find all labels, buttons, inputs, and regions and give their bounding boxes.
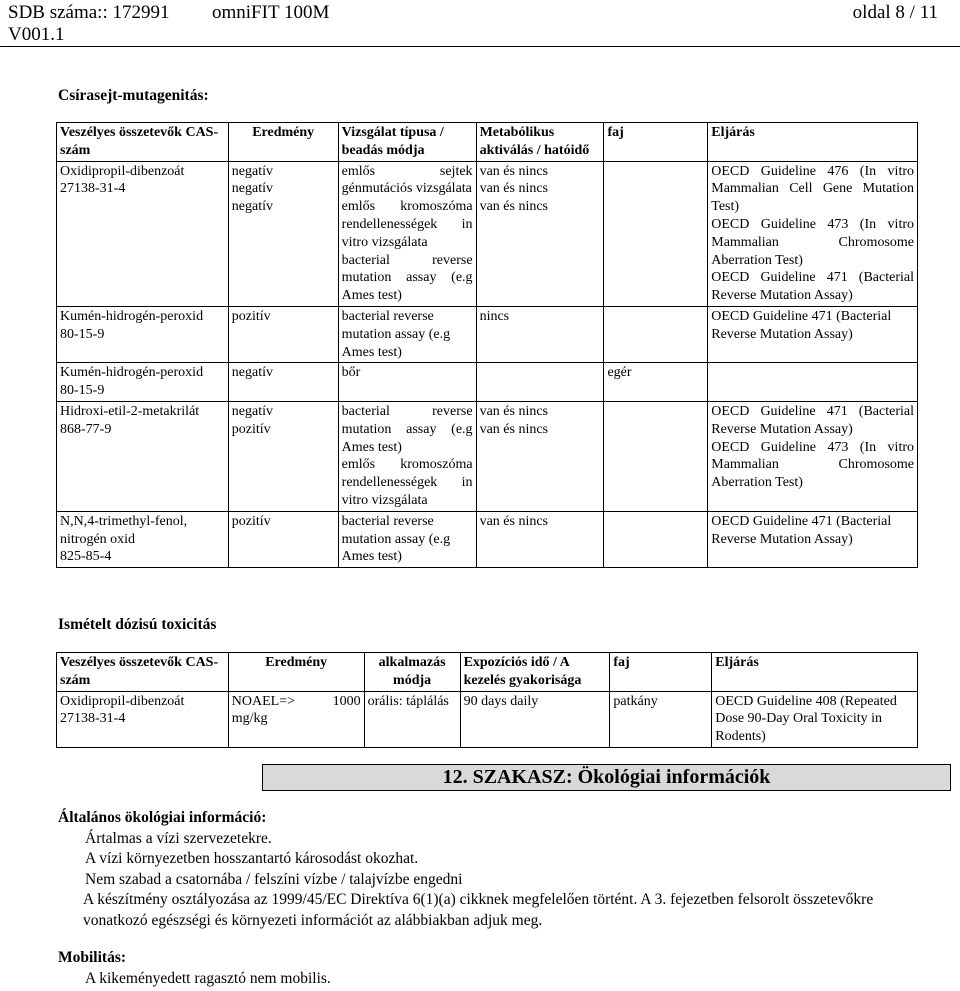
general-eco-line: A készítmény osztályozása az 1999/45/EC Direktíva 6(1)(a) cikknek megfelelően történt. A 3. fejezetben felsorolt összetevőkre vonatkozó egészségi és környezeti információt az alábbiakban adjuk meg.	[83, 891, 874, 929]
cell-species	[604, 306, 708, 362]
cell-result: negatív pozitív	[228, 401, 338, 511]
general-eco-line: A vízi környezetben hosszantartó károsodást okozhat.	[85, 850, 419, 867]
table-row	[57, 363, 918, 402]
col-result: Eredmény	[228, 653, 364, 692]
col-substance: Veszélyes összetevők CAS-szám	[57, 123, 229, 162]
col-method: Eljárás	[712, 653, 918, 692]
table-row	[57, 306, 918, 362]
general-eco-line: Nem szabad a csatornába / felszíni vízbe / talajvízbe engedni	[85, 870, 463, 888]
col-test-type: Vizsgálat típusa / beadás módja	[338, 123, 476, 162]
cell-method: OECD Guideline 476 (In vitro Mammalian Cell Gene Mutation Test) OECD Guideline 473 (In vitro Mammalian Chromosome Aberration Test) OECD Guideline 471 (Bacterial Reverse Mutation Assay)	[708, 161, 918, 306]
cell-species	[604, 401, 708, 511]
table-row	[57, 691, 918, 747]
mobility-title: Mobilitás:	[58, 949, 127, 966]
cell-test-type: bacterial reverse mutation assay (e.g Ames test) emlős kromoszóma rendellenességek in vitro vizsgálata	[338, 401, 476, 511]
col-method: Eljárás	[708, 123, 918, 162]
table-header-row	[57, 653, 918, 692]
cell-exposure: 90 days daily	[460, 691, 610, 747]
cell-route: orális: táplálás	[364, 691, 460, 747]
cell-species: patkány	[610, 691, 712, 747]
col-substance: Veszélyes összetevők CAS-szám	[57, 653, 229, 692]
mobility-block	[58, 948, 918, 989]
cell-substance: Kumén-hidrogén-peroxid 80-15-9	[57, 306, 229, 362]
cell-substance: Kumén-hidrogén-peroxid 80-15-9	[57, 363, 229, 402]
page-number: oldal 8 / 11	[852, 2, 938, 23]
cell-method: OECD Guideline 471 (Bacterial Reverse Mutation Assay) OECD Guideline 473 (In vitro Mammalian Chromosome Aberration Test)	[708, 401, 918, 511]
cell-method: OECD Guideline 471 (Bacterial Reverse Mutation Assay)	[708, 511, 918, 567]
cell-metabolic: van és nincs van és nincs van és nincs	[476, 161, 604, 306]
col-result: Eredmény	[228, 123, 338, 162]
cell-species	[604, 511, 708, 567]
cell-substance: Oxidipropil-dibenzoát 27138-31-4	[57, 691, 229, 747]
cell-result: negatív negatív negatív	[228, 161, 338, 306]
cell-substance: N,N,4-trimethyl-fenol, nitrogén oxid 825-85-4	[57, 511, 229, 567]
cell-metabolic: van és nincs van és nincs	[476, 401, 604, 511]
cell-result: NOAEL=> 1000 mg/kg	[228, 691, 364, 747]
table-row	[57, 401, 918, 511]
col-route: alkalmazás módja	[364, 653, 460, 692]
general-eco-block	[58, 808, 918, 931]
table-row	[57, 511, 918, 567]
cell-result: pozitív	[228, 511, 338, 567]
repeated-dose-table	[56, 652, 918, 748]
cell-method	[708, 363, 918, 402]
header-rule	[0, 46, 960, 47]
cell-species: egér	[604, 363, 708, 402]
cell-test-type: bacterial reverse mutation assay (e.g Ames test)	[338, 306, 476, 362]
cell-metabolic: van és nincs	[476, 511, 604, 567]
cell-species	[604, 161, 708, 306]
cell-metabolic	[476, 363, 604, 402]
repeated-dose-title: Ismételt dózisú toxicitás	[58, 616, 217, 633]
sds-number: SDB száma:: 172991	[8, 2, 170, 23]
germ-cell-table	[56, 122, 918, 568]
col-species: faj	[604, 123, 708, 162]
page-header	[8, 2, 952, 46]
germ-cell-title: Csírasejt-mutagenitás:	[58, 87, 209, 104]
section-12-heading: 12. SZAKASZ: Ökológiai információk	[262, 764, 951, 791]
col-exposure: Expozíciós idő / A kezelés gyakorisága	[460, 653, 610, 692]
cell-test-type: emlős sejtek génmutációs vizsgálata emlős kromoszóma rendellenességek in vitro vizsgálata bacterial reverse mutation assay (e.g Ames test)	[338, 161, 476, 306]
col-metabolic: Metabólikus aktiválás / hatóidő	[476, 123, 604, 162]
cell-test-type: bőr	[338, 363, 476, 402]
table-row	[57, 161, 918, 306]
cell-test-type: bacterial reverse mutation assay (e.g Ames test)	[338, 511, 476, 567]
version: V001.1	[8, 24, 65, 45]
cell-method: OECD Guideline 408 (Repeated Dose 90-Day Oral Toxicity in Rodents)	[712, 691, 918, 747]
mobility-text: A kikeményedett ragasztó nem mobilis.	[85, 969, 331, 987]
cell-substance: Oxidipropil-dibenzoát 27138-31-4	[57, 161, 229, 306]
general-eco-title: Általános ökológiai információ:	[58, 809, 267, 826]
cell-metabolic: nincs	[476, 306, 604, 362]
cell-substance: Hidroxi-etil-2-metakrilát 868-77-9	[57, 401, 229, 511]
col-species: faj	[610, 653, 712, 692]
cell-result: pozitív	[228, 306, 338, 362]
cell-result: negatív	[228, 363, 338, 402]
general-eco-line: Ártalmas a vízi szervezetekre.	[85, 829, 272, 847]
product-name: omniFIT 100M	[212, 2, 330, 23]
cell-method: OECD Guideline 471 (Bacterial Reverse Mutation Assay)	[708, 306, 918, 362]
table-header-row	[57, 123, 918, 162]
